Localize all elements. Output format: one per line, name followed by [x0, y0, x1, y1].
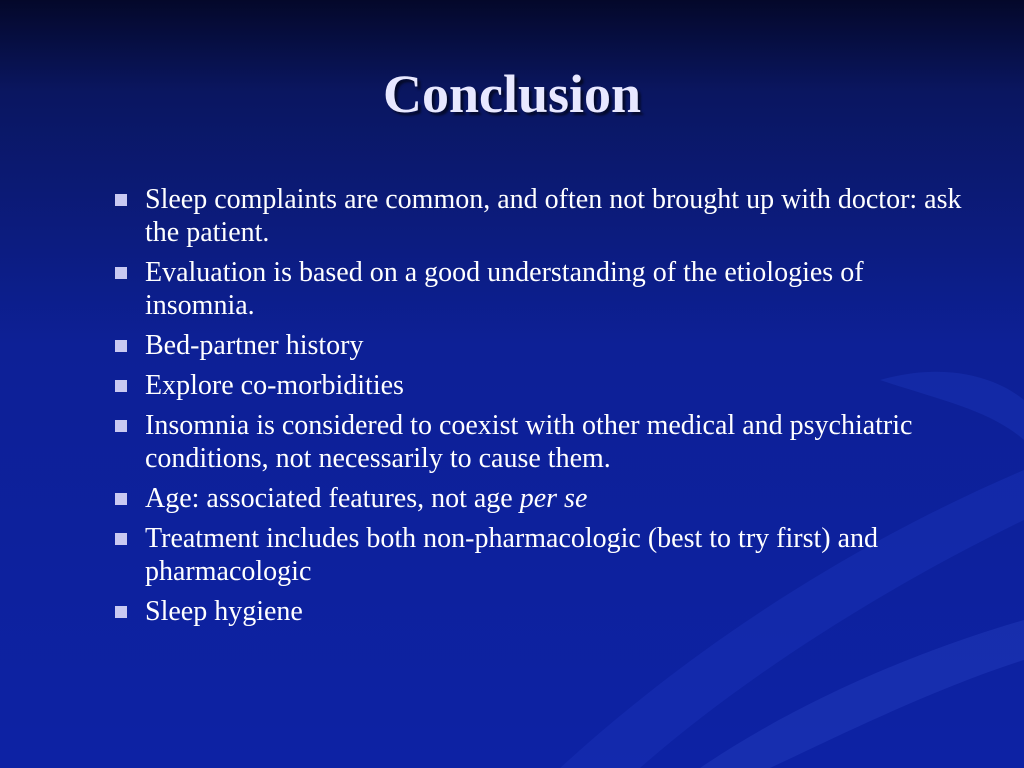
bullet-list: [115, 183, 975, 635]
bullet-text: Age: associated features, not age: [145, 483, 520, 514]
bullet-item: [115, 595, 975, 628]
slide-title: Conclusion: [382, 64, 642, 124]
square-bullet-icon: [115, 340, 127, 352]
bullet-text: Treatment includes both non-pharmacologic (best to try first) and pharmacologic: [145, 523, 879, 587]
bullet-emphasis: per se: [519, 483, 588, 514]
square-bullet-icon: [115, 493, 127, 505]
bullet-item: [115, 409, 975, 475]
bullet-text: Evaluation is based on a good understanding of the etiologies of insomnia.: [145, 257, 864, 321]
bullet-text: Bed-partner history: [145, 330, 364, 361]
square-bullet-icon: [115, 420, 127, 432]
bullet-item: [115, 329, 975, 362]
square-bullet-icon: [115, 194, 127, 206]
square-bullet-icon: [115, 380, 127, 392]
bullet-item: [115, 183, 975, 249]
bullet-item: [115, 482, 975, 515]
square-bullet-icon: [115, 533, 127, 545]
square-bullet-icon: [115, 267, 127, 279]
square-bullet-icon: [115, 606, 127, 618]
bullet-text: Explore co-morbidities: [145, 370, 404, 401]
bullet-text: Insomnia is considered to coexist with other medical and psychiatric conditions, not necessarily to cause them.: [145, 410, 913, 474]
bullet-text: Sleep hygiene: [145, 596, 303, 627]
bullet-item: [115, 256, 975, 322]
bullet-text: Sleep complaints are common, and often not brought up with doctor: ask the patient.: [145, 184, 962, 248]
bullet-item: [115, 522, 975, 588]
bullet-item: [115, 369, 975, 402]
